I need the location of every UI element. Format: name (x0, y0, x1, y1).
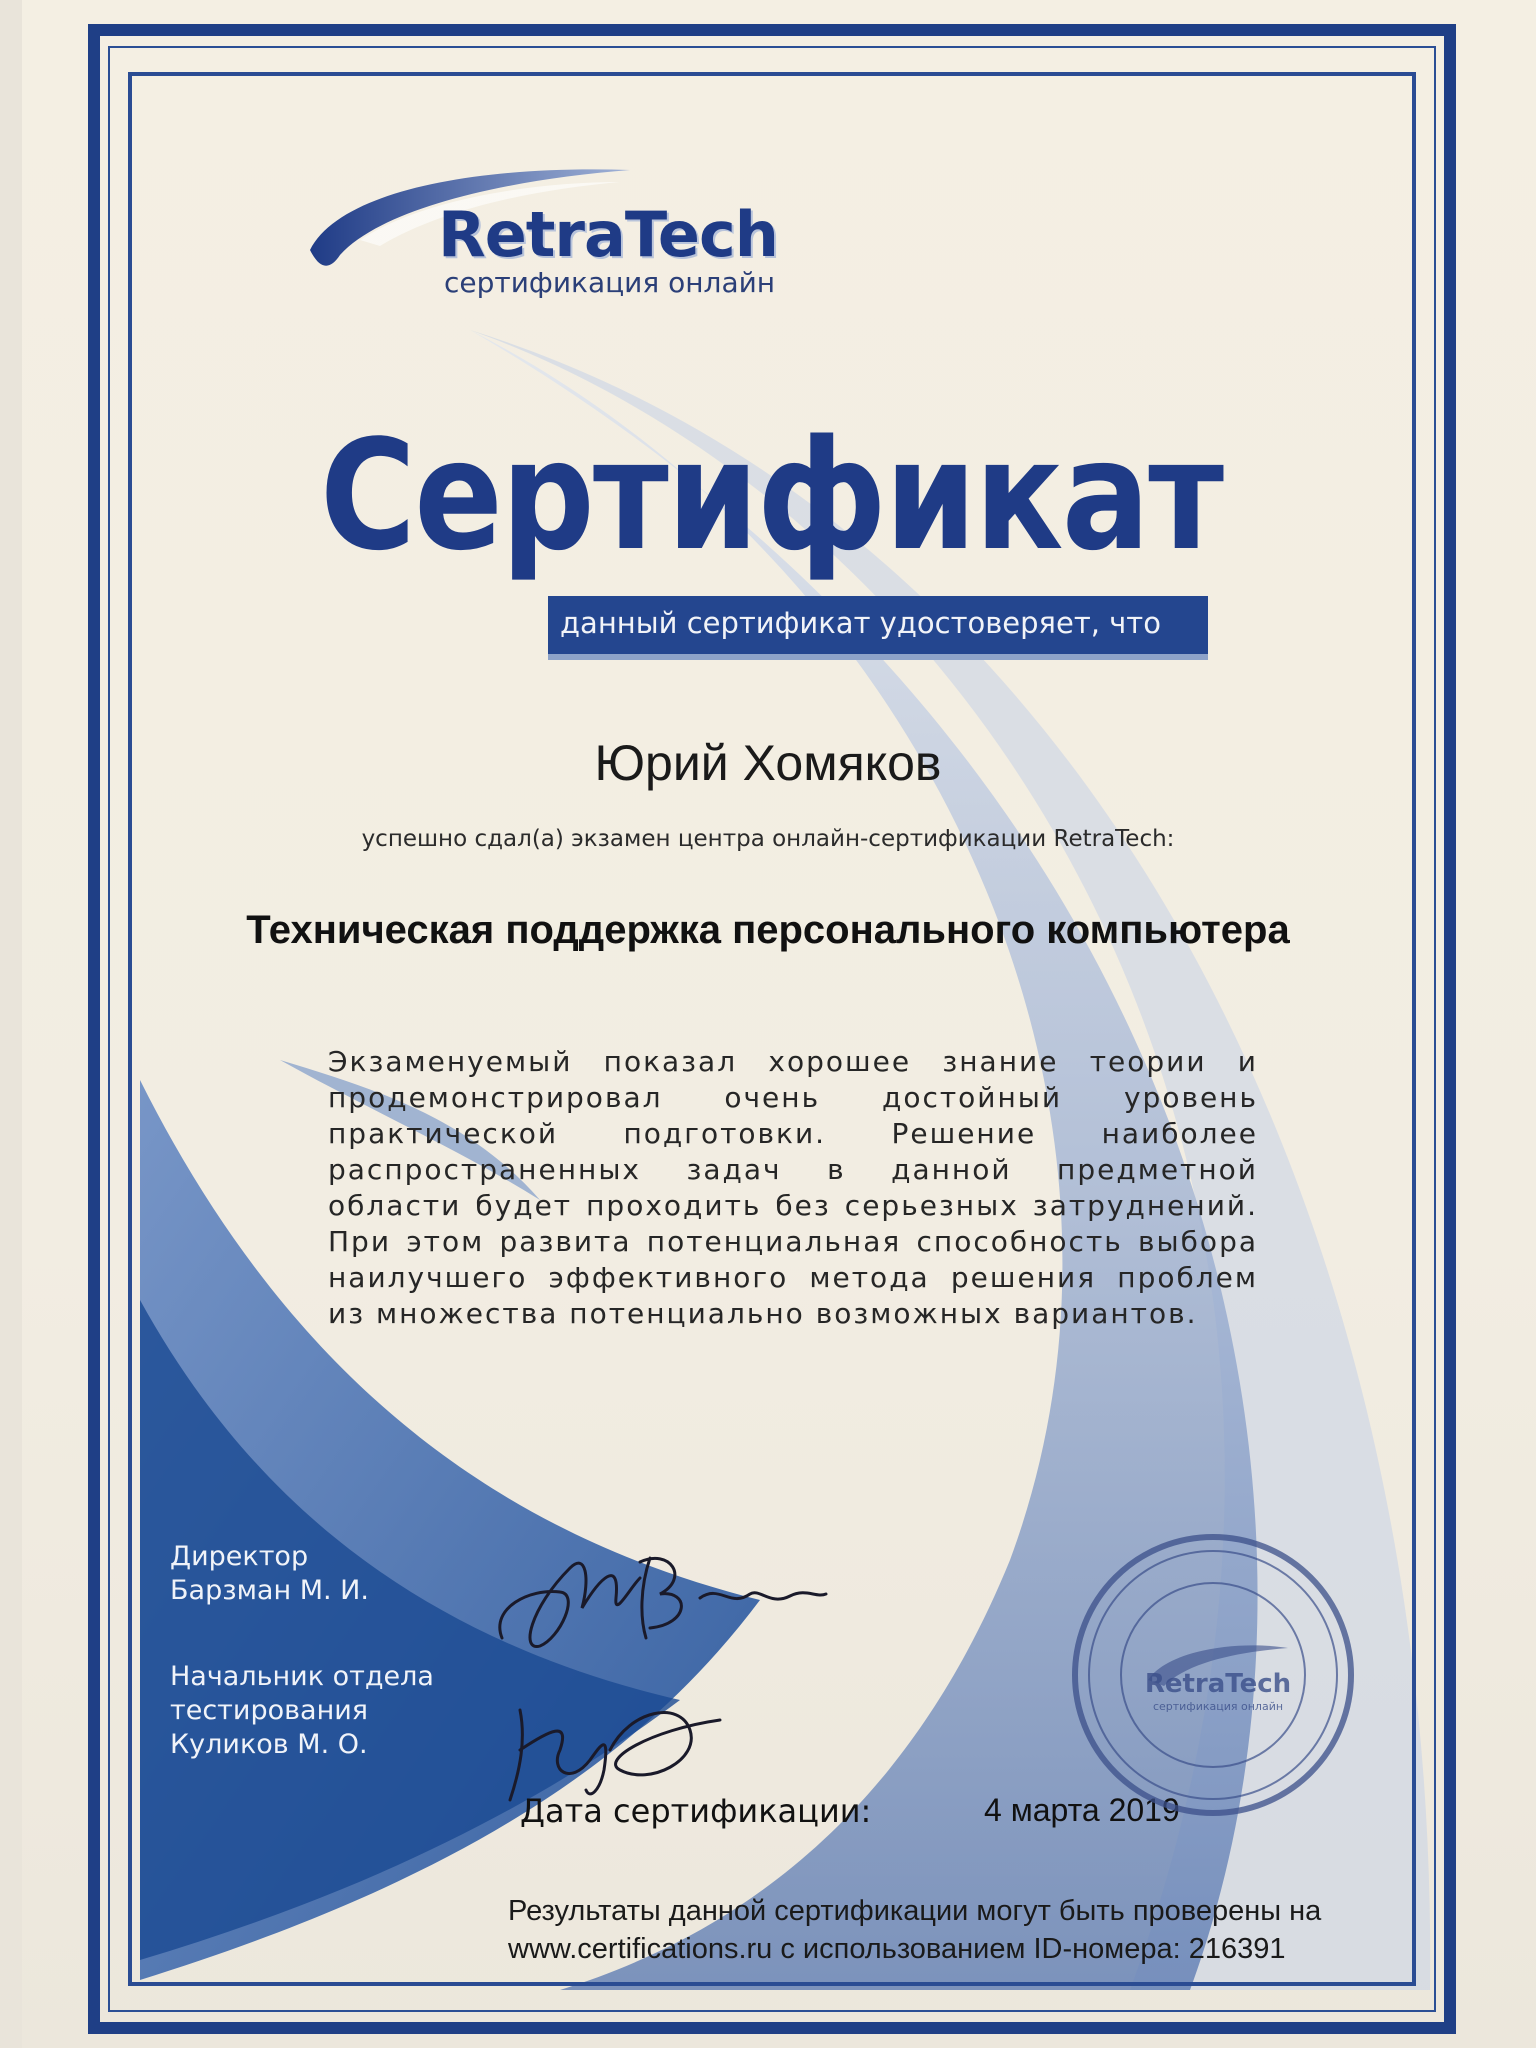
verification-note (508, 1892, 1408, 1968)
verification-line1: Результаты данной сертификации могут быть проверены на (508, 1895, 1322, 1927)
head-title-line1: Начальник отдела (170, 1661, 434, 1692)
logo-tagline: сертификация онлайн (444, 266, 776, 299)
verification-line2: www.certifications.ru с использованием ID-номера: 216391 (508, 1933, 1286, 1965)
certification-date-value: 4 марта 2019 (984, 1792, 1180, 1828)
passed-exam-text: успешно сдал(а) экзамен центра онлайн-сертификации RetraTech: (361, 826, 1175, 852)
director-block (170, 1540, 369, 1608)
certificate-title: Сертификат (320, 407, 1223, 584)
certification-date-label: Дата сертификации: (520, 1792, 872, 1830)
director-title: Директор (170, 1541, 309, 1572)
course-name: Техническая поддержка персонального компьютера (246, 908, 1290, 952)
head-of-testing-block (170, 1660, 434, 1762)
head-title-line2: тестирования (170, 1695, 369, 1726)
stamp-logo-text: RetraTech (1144, 1669, 1292, 1699)
recipient-name: Юрий Хомяков (594, 735, 942, 791)
assessment-description: Экзаменуемый показал хорошее знание теории и продемонстрировал очень достойный уровень практической подготовки. Решение наиболее распространенных задач в данной предметной области будет проходить без серьезных затруднений. При этом развита потенциальная способность выбора наилучшего эффективного метода решения проблем из множества потенциально возможных вариантов. (328, 1045, 1258, 1330)
director-name: Барзман М. И. (170, 1575, 369, 1606)
official-stamp (1068, 1530, 1358, 1820)
head-name: Куликов М. О. (170, 1729, 368, 1760)
certificate-subtitle: данный сертификат удостоверяет, что (560, 606, 1161, 640)
director-signature (490, 1528, 830, 1658)
logo-name: RetraTech (438, 198, 778, 271)
stamp-logo-tagline: сертификация онлайн (1152, 1700, 1284, 1713)
